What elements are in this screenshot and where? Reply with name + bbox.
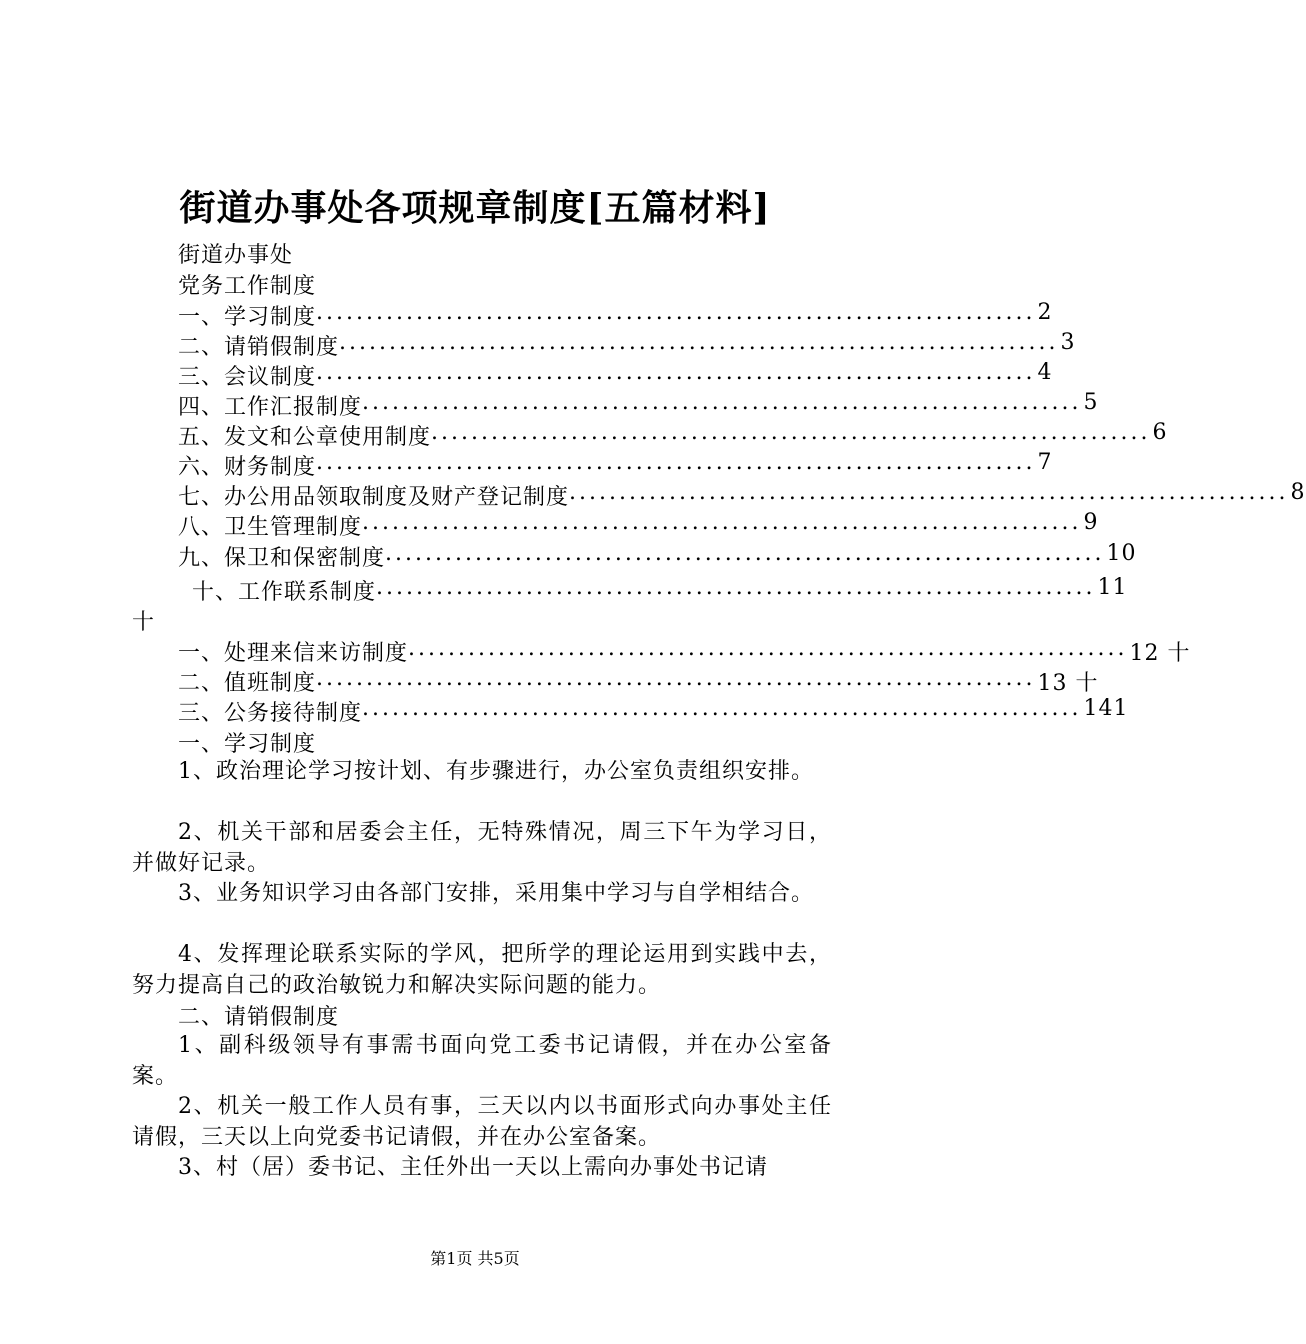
toc-item	[178, 420, 1168, 451]
section-heading: 二、请销假制度	[178, 1005, 340, 1030]
paragraph: 1、副科级领导有事需书面向党工委书记请假，并在办公室备案。	[132, 1033, 832, 1089]
toc-leader: ........................................................................	[316, 450, 1036, 475]
paragraph: 4、发挥理论联系实际的学风，把所学的理论运用到实践中去，努力提高自己的政治敏锐力和解决实际问题的能力。	[132, 942, 832, 998]
toc-leader: ........................................................................	[362, 390, 1082, 415]
toc-item	[178, 300, 1053, 331]
toc-label: 八、卫生管理制度	[178, 515, 363, 540]
toc-label: 四、工作汇报制度	[178, 395, 363, 420]
toc-page: 9	[1083, 510, 1099, 535]
toc-leader: ........................................................................	[385, 541, 1105, 566]
toc-label: 五、发文和公章使用制度	[178, 425, 432, 450]
toc-page: 10	[1106, 541, 1137, 566]
toc-page: 7	[1037, 450, 1053, 475]
toc-label: 二、请销假制度	[178, 335, 340, 360]
toc-leader: ........................................................................	[362, 510, 1082, 535]
toc-item	[178, 696, 1129, 727]
toc-page: 11	[1097, 575, 1128, 600]
document-title: 街道办事处各项规章制度[五篇材料]	[179, 187, 771, 229]
toc-page: 8	[1290, 480, 1306, 505]
toc-leader: ........................................................................	[431, 420, 1151, 445]
toc-page: 6	[1152, 420, 1168, 445]
toc-leader: ........................................................................	[362, 696, 1082, 721]
toc-label: 二、值班制度	[178, 671, 317, 696]
paragraph: 3、村（居）委书记、主任外出一天以上需向办事处书记请	[178, 1155, 768, 1180]
toc-page: 4	[1037, 360, 1053, 385]
toc-item	[178, 360, 1053, 391]
subtitle: 党务工作制度	[178, 274, 317, 299]
page-footer: 第1页 共5页	[430, 1249, 520, 1268]
toc-label: 六、财务制度	[178, 455, 317, 480]
toc-label: 九、保卫和保密制度	[178, 546, 386, 571]
toc-leader: ........................................................................	[376, 575, 1096, 600]
toc-item	[178, 480, 1306, 511]
toc-label: 三、公务接待制度	[178, 701, 363, 726]
toc-item	[178, 636, 1191, 667]
toc-leader: ........................................................................	[316, 300, 1036, 325]
paragraph: 2、机关一般工作人员有事，三天以内以书面形式向办事处主任请假，三天以上向党委书记请假，并在办公室备案。	[132, 1094, 832, 1150]
toc-page: 3	[1060, 330, 1076, 355]
paragraph: 2、机关干部和居委会主任，无特殊情况，周三下午为学习日，并做好记录。	[132, 820, 832, 876]
toc-page: 2	[1037, 300, 1053, 325]
section-heading: 一、学习制度	[178, 732, 317, 757]
toc-label: 三、会议制度	[178, 365, 317, 390]
paragraph: 1、政治理论学习按计划、有步骤进行，办公室负责组织安排。	[178, 759, 814, 784]
toc-item	[178, 450, 1053, 481]
toc-item	[178, 390, 1099, 421]
toc-label: 一、学习制度	[178, 305, 317, 330]
toc-item	[178, 330, 1076, 361]
toc-leader: ........................................................................	[339, 330, 1059, 355]
toc-leader: ........................................................................	[408, 636, 1128, 661]
toc-page: 5	[1083, 390, 1099, 415]
toc-leader: ........................................................................	[316, 666, 1036, 691]
toc-label: 十、工作联系制度	[192, 580, 377, 605]
toc-page: 12 十	[1129, 641, 1191, 666]
toc-leader: ........................................................................	[316, 360, 1036, 385]
toc-page: 141	[1083, 696, 1129, 721]
toc-leader: ........................................................................	[569, 480, 1289, 505]
toc-item	[178, 666, 1099, 697]
office-name: 街道办事处	[178, 243, 294, 268]
paragraph: 3、业务知识学习由各部门安排，采用集中学习与自学相结合。	[178, 881, 814, 906]
orphan-char: 十	[132, 610, 156, 635]
toc-item	[192, 575, 1128, 606]
toc-item	[178, 541, 1137, 572]
toc-item	[178, 510, 1099, 541]
toc-label: 一、处理来信来访制度	[178, 641, 409, 666]
toc-label: 七、办公用品领取制度及财产登记制度	[178, 485, 570, 510]
toc-page: 13 十	[1037, 671, 1099, 696]
